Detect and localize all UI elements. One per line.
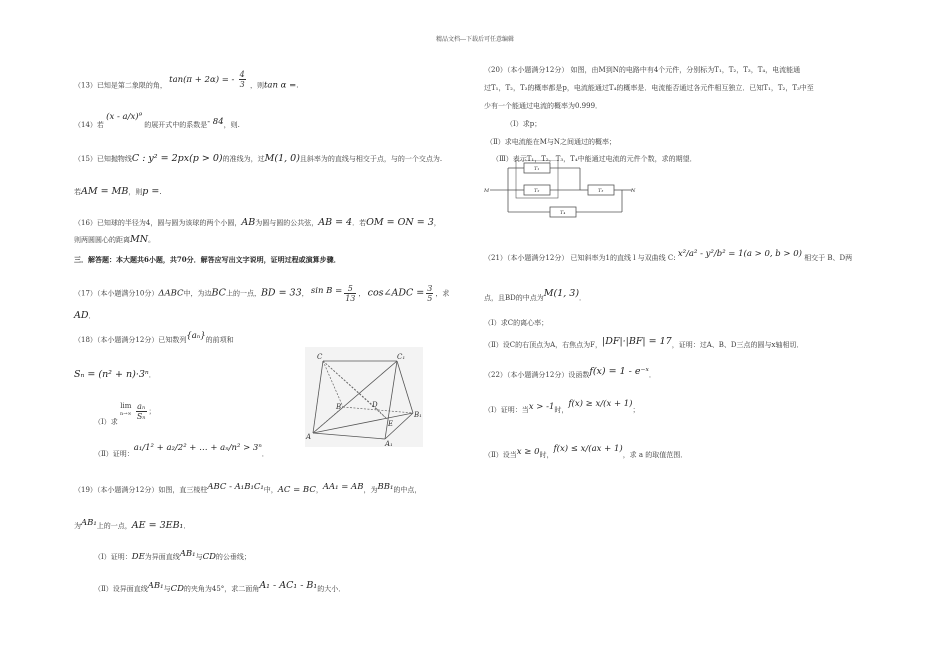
q14-line: （14）若 (x - a/x)⁹ 的展开式中的系数是- 84，则. bbox=[74, 112, 240, 129]
label-b1: B₁ bbox=[414, 411, 422, 419]
label-d: D bbox=[372, 401, 378, 409]
q21-line2: 点，且BD的中点为M(1, 3)． bbox=[484, 288, 587, 302]
label-c: C bbox=[317, 353, 323, 361]
q20-line1: （20）（本小题满分12分） 如图，由M到N的电路中有4个元件，分别标为T₁，T₂，T₃，T₄，电流能通 bbox=[484, 66, 801, 74]
page-header: 精品文档---下载后可任意编辑 bbox=[435, 36, 515, 43]
q16-line1: （16）已知球的半径为4，圆与圆为该球的两个小圆，AB为圆与圆的公共弦，AB = 4．若OM = ON = 3， bbox=[74, 217, 441, 228]
q18-part-ii: （Ⅱ）证明：a₁/1² + a₂/2² + … + aₙ/n² > 3ⁿ． bbox=[94, 443, 269, 458]
label-c1: C₁ bbox=[397, 353, 406, 361]
q21-part-i: （Ⅰ）求C的离心率； bbox=[484, 319, 549, 327]
label-t3: T₃ bbox=[598, 188, 604, 194]
q20-part-i: （Ⅰ）求p； bbox=[506, 120, 542, 128]
q19-line1: （19）（本小题满分12分）如图，直三棱柱ABC - A₁B₁C₁中，AC = BC，AA₁ = AB，为BB₁的中点， bbox=[74, 482, 422, 495]
q15-line2: 若AM = MB，则p =. bbox=[74, 186, 162, 197]
label-e: E bbox=[388, 420, 394, 428]
label-t2: T₂ bbox=[534, 188, 540, 194]
q17-fraction-cos: $\frac{3}{5}$ bbox=[427, 284, 433, 303]
q17-fraction-sinb: $\frac{5}{13}$ bbox=[345, 284, 356, 303]
label-t4: T₄ bbox=[560, 210, 566, 216]
q18-part-i: （Ⅰ）求 lim n→∞ $\frac{\text{aₙ}}{\text{Sₙ}}$ ； bbox=[94, 402, 156, 426]
label-a: A bbox=[306, 433, 312, 441]
q22-part-i: （Ⅰ）证明：当x > -1时，f(x) ≥ x/(x + 1)； bbox=[484, 399, 640, 414]
q18-limit-fraction: $\frac{\text{aₙ}}{\text{Sₙ}}$ bbox=[136, 402, 146, 421]
prism-figure bbox=[305, 347, 423, 447]
label-m: M bbox=[484, 188, 490, 194]
q18-limit: lim n→∞ bbox=[120, 402, 132, 417]
q18-line2: Sₙ = (n² + n)·3ⁿ． bbox=[74, 369, 156, 380]
q18-line1: （18）（本小题满分12分）已知数列{aₙ}的前项和 bbox=[74, 331, 234, 344]
q19-part-i: （Ⅰ）证明：DE为异面直线AB₁与CD的公垂线； bbox=[94, 549, 251, 562]
q22-line1: （22）（本小题满分12分）设函数f(x) = 1 - e⁻ˣ． bbox=[484, 366, 656, 379]
label-a1: A₁ bbox=[385, 440, 393, 447]
q16-line2: 则两圆圆心的距离MN。 bbox=[74, 234, 156, 245]
q20-part-ii: （Ⅱ）求电流能在M与N之间通过的概率； bbox=[486, 138, 617, 146]
section-3-heading: 三．解答题：本大题共6小题，共70分．解答应写出文字说明，证明过程或演算步骤． bbox=[74, 255, 341, 264]
q19-part-ii: （Ⅱ）设异面直线AB₁与CD的夹角为45°，求二面角A₁ - AC₁ - B₁的大小． bbox=[94, 580, 346, 594]
q13-fraction: $\frac{4}{3}$ bbox=[239, 70, 245, 89]
circuit-diagram bbox=[484, 160, 636, 220]
label-t1: T₁ bbox=[534, 166, 540, 172]
q17-line1: （17）（本小题满分10分）ΔABC中，为边BC上的一点，BD = 33， sin B = $\frac{5}{13}$ ， cos∠ADC = $\frac{3}{5}$ ，求 bbox=[74, 284, 450, 303]
q22-part-ii: （Ⅱ）设当x ≥ 0时，f(x) ≤ x/(ax + 1)，求 a 的取值范围． bbox=[484, 444, 688, 459]
label-b: B bbox=[336, 403, 342, 411]
q13-line: （13）已知是第二象限的角， tan(π + 2α) = - $\frac{4}{3}$ ，则tan α =. bbox=[74, 70, 299, 91]
q17-line2: AD． bbox=[74, 310, 96, 321]
q20-part-iii: （Ⅲ）表示T₁，T₂，T₃，T₄中能通过电流的元件个数，求的期望． bbox=[492, 155, 697, 163]
label-n: N bbox=[631, 188, 636, 194]
q15-line1: （15）已知抛物线C : y² = 2px(p > 0)的准线为，过M(1, 0)且斜率为的直线与相交于点，与的一个交点为. bbox=[74, 153, 443, 164]
q21-line1: （21）（本小题满分12分） 已知斜率为1的直线 l 与双曲线 C: x²/a² - y²/b² = 1(a > 0, b > 0) 相交于 B、D两 bbox=[484, 249, 853, 262]
q21-part-ii: （Ⅱ）设C的右顶点为A，右焦点为F，|DF|·|BF| = 17，证明：过A、B、D三点的圆与x轴相切． bbox=[484, 336, 804, 349]
q20-line2: 过T₁，T₂，T₃的概率都是p，电流能通过T₄的概率是．电流能否通过各元件相互独立．已知T₁，T₂，T₃中至 bbox=[484, 84, 814, 92]
q19-line2: 为AB₁上的一点，AE = 3EB₁． bbox=[74, 518, 191, 531]
q20-line3: 少有一个能通过电流的概率为0.999． bbox=[484, 102, 603, 110]
